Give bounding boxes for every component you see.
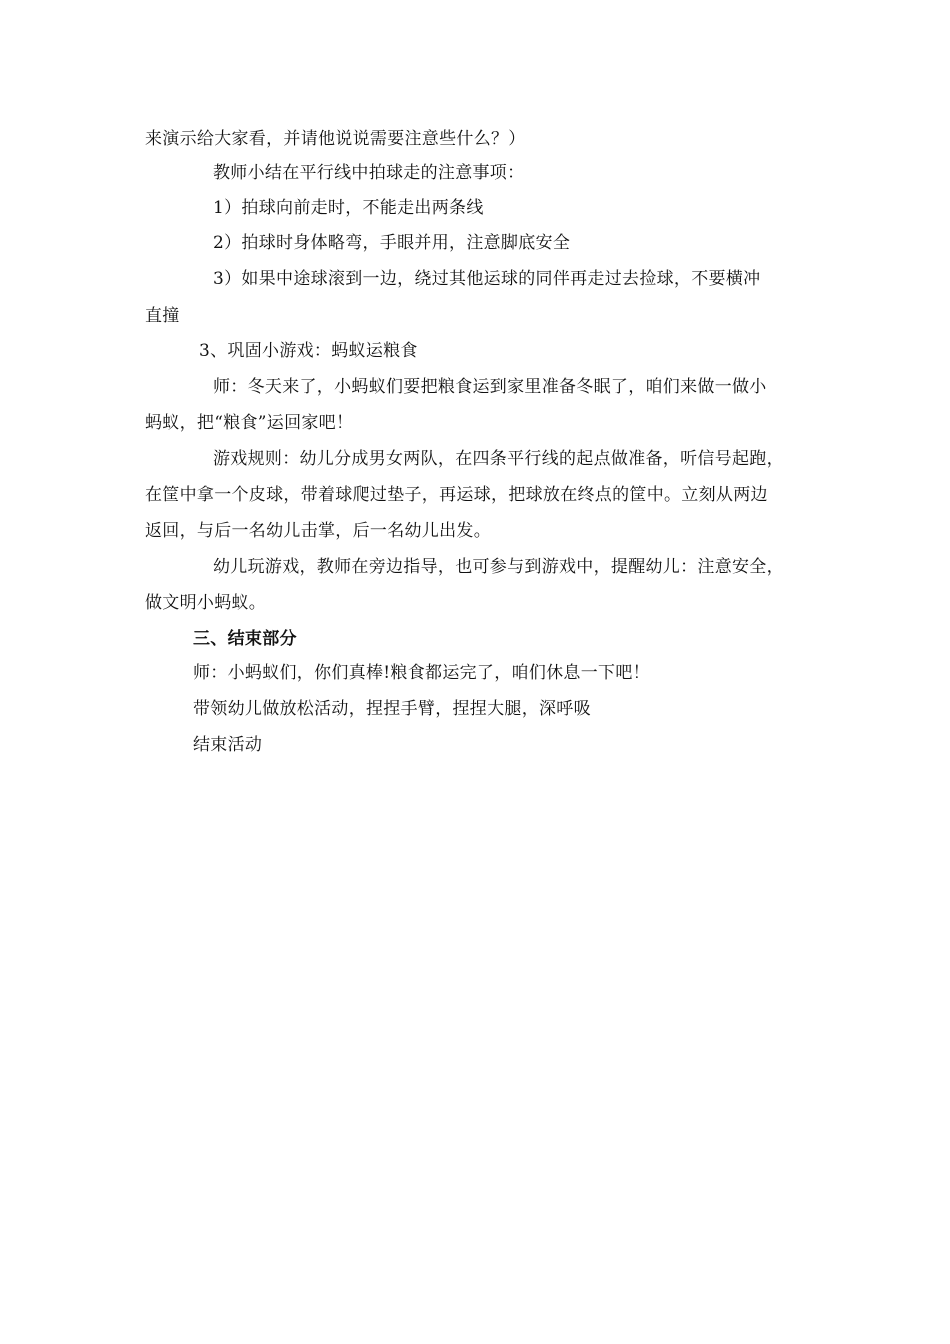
paragraph-line: 直撞 [145, 306, 180, 326]
paragraph-line: 结束活动 [193, 735, 263, 755]
game-rules-line: 在筐中拿一个皮球，带着球爬过垫子，再运球，把球放在终点的筐中。立刻从两边 [145, 485, 768, 505]
summary-heading: 教师小结在平行线中拍球走的注意事项： [213, 163, 525, 183]
game-rules-line: 游戏规则：幼儿分成男女两队，在四条平行线的起点做准备，听信号起跑， [213, 449, 784, 469]
paragraph-line: 师：小蚂蚁们，你们真棒!粮食都运完了，咱们休息一下吧！ [193, 663, 650, 683]
paragraph-line: 带领幼儿做放松活动，捏捏手臂，捏捏大腿，深呼吸 [193, 699, 591, 719]
paragraph-line: 做文明小蚂蚁。 [145, 593, 267, 613]
list-item: 3）如果中途球滚到一边，绕过其他运球的同伴再走过去捡球，不要横冲 [213, 269, 761, 289]
game-rules-line: 返回，与后一名幼儿击掌，后一名幼儿出发。 [145, 521, 491, 541]
list-item: 2）拍球时身体略弯，手眼并用，注意脚底安全 [213, 233, 571, 253]
section-subheading: 3、巩固小游戏：蚂蚁运粮食 [199, 341, 418, 361]
paragraph-line: 师：冬天来了，小蚂蚁们要把粮食运到家里准备冬眠了，咱们来做一做小 [213, 377, 767, 397]
paragraph-line: 来演示给大家看，并请他说说需要注意些什么？） [145, 129, 526, 149]
paragraph-line: 幼儿玩游戏，教师在旁边指导，也可参与到游戏中，提醒幼儿：注意安全， [213, 557, 784, 577]
list-item: 1）拍球向前走时，不能走出两条线 [213, 198, 484, 218]
paragraph-line: 蚂蚁，把“粮食”运回家吧！ [145, 413, 354, 433]
section-heading: 三、结束部分 [193, 629, 297, 649]
